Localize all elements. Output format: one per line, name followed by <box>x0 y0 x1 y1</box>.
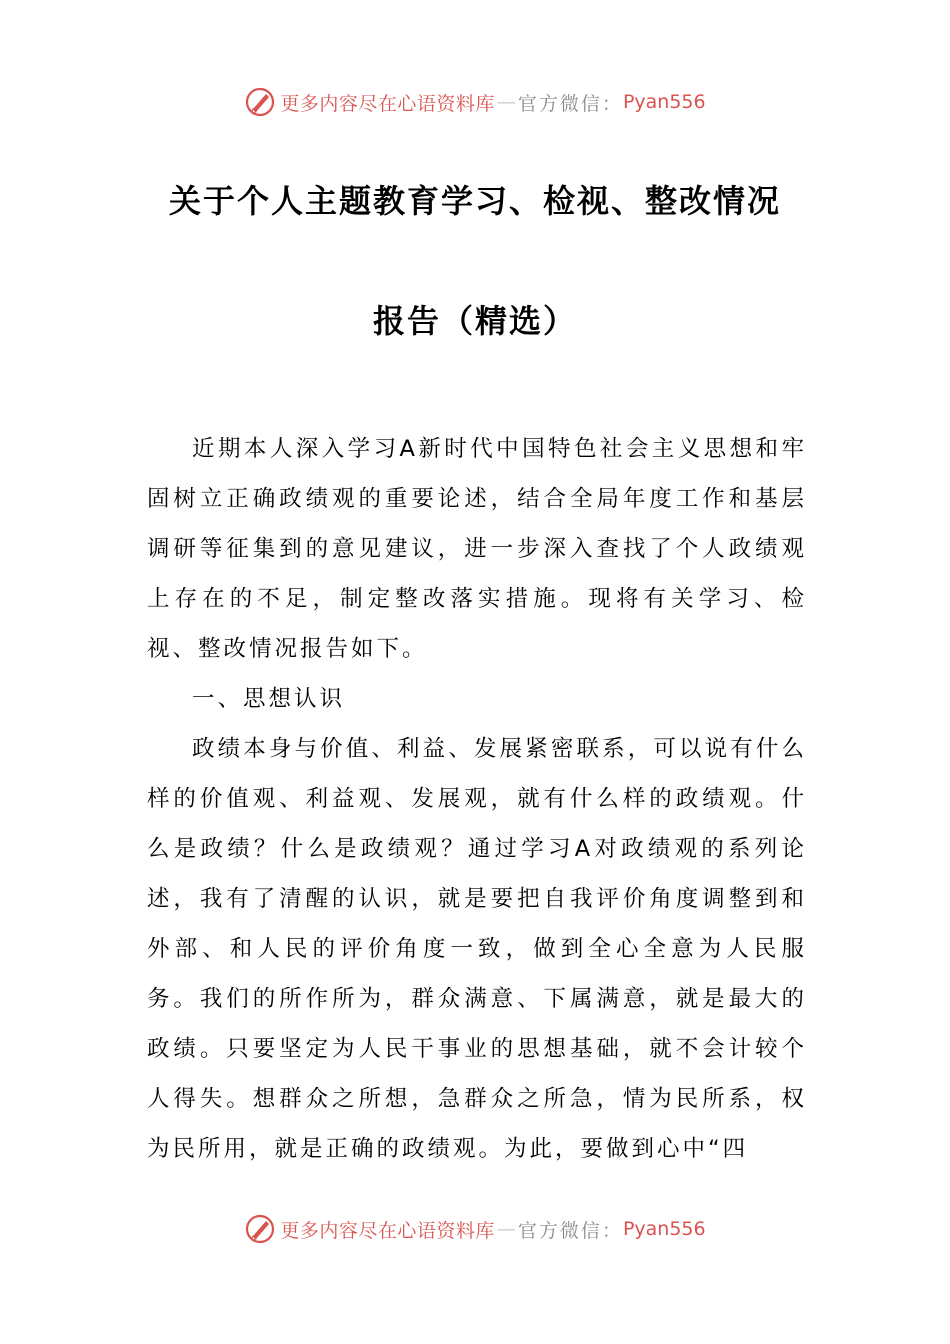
section-heading: 一、思想认识 <box>192 686 346 712</box>
document-title-line-1: 关于个人主题教育学习、检视、整改情况 <box>168 182 781 220</box>
watermark-official: 官方微信： <box>517 92 623 115</box>
document-title-line-2: 报告（精选） <box>372 302 577 340</box>
paragraph-intro: 近期本人深入学习A新时代中国特色社会主义思想和牢固树立正确政绩观的重要论述，结合全局年度工作和基层调研等征集到的意见建议，进一步深入查找了个人政绩观上存在的不足，制定整改落实措施。现将有关学习、检视、整改情况报告如下。 <box>147 436 807 662</box>
document-body <box>147 424 807 1174</box>
footer-watermark <box>0 1211 950 1247</box>
paragraph-thinking: 政绩本身与价值、利益、发展紧密联系，可以说有什么样的价值观、利益观、发展观，就有什么样的政绩观。什么是政绩？什么是政绩观？通过学习A对政绩观的系列论述，我有了清醒的认识，就是要把自我评价角度调整到和外部、和人民的评价角度一致，做到全心全意为人民服务。我们的所作所为，群众满意、下属满意，就是最大的政绩。只要坚定为人民干事业的思想基础，就不会计较个人得失。想群众之所想，急群众之所急，情为民所系，权为民所用，就是正确的政绩观。为此，要做到心中“四 <box>147 736 807 1162</box>
watermark-dash: — <box>496 91 516 113</box>
watermark-text: 更多内容尽在心语资料库 <box>280 1219 495 1242</box>
header-watermark <box>0 84 950 120</box>
watermark-id: Pyan556 <box>622 91 706 113</box>
watermark-dash: — <box>496 1218 516 1240</box>
watermark-official: 官方微信： <box>517 1219 623 1242</box>
pen-logo-icon <box>244 86 276 118</box>
watermark-text: 更多内容尽在心语资料库 <box>280 92 495 115</box>
watermark-id: Pyan556 <box>622 1218 706 1240</box>
pen-logo-icon <box>244 1213 276 1245</box>
